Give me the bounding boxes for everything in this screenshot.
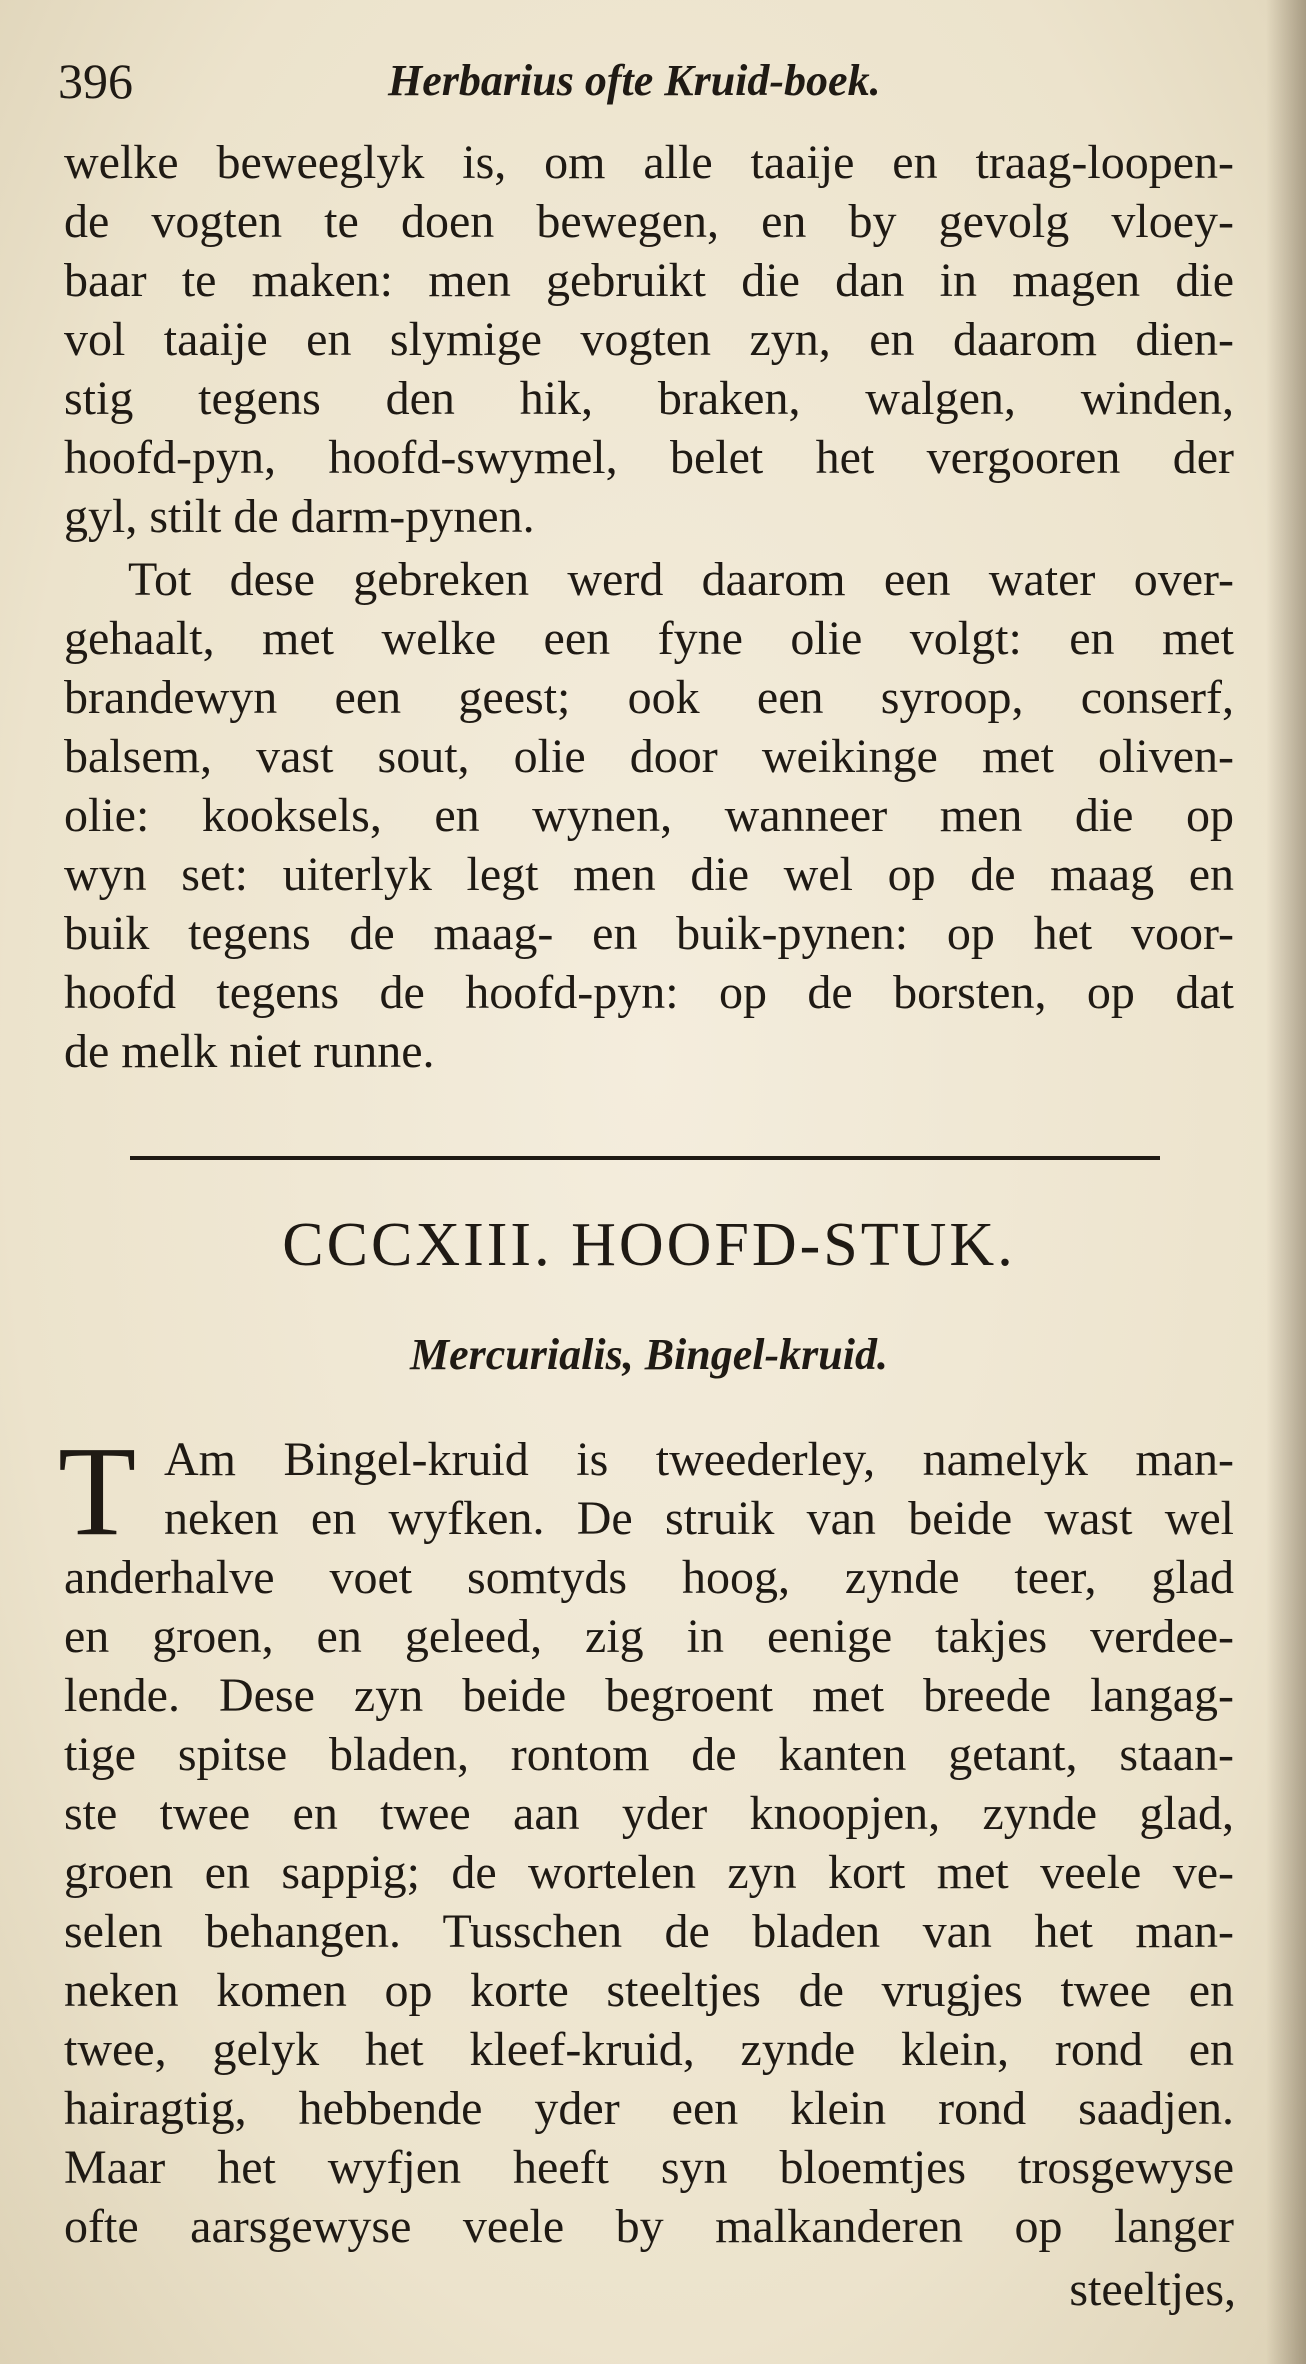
section-divider: [130, 1156, 1160, 1160]
chapter-heading: CCCXIII. HOOFD-STUK.: [282, 1211, 1016, 1279]
text-line: vol taaije en slymige vogten zyn, en daarom dien-: [64, 313, 1234, 366]
running-title: Herbarius ofte Kruid-boek.: [388, 56, 881, 105]
text-line: groen en sappig; de wortelen zyn kort met veele ve-: [64, 1846, 1234, 1899]
text-line: hoofd tegens de hoofd-pyn: op de borsten, op dat: [64, 966, 1234, 1019]
text-line: twee, gelyk het kleef-kruid, zynde klein, rond en: [64, 2023, 1234, 2076]
text-line: brandewyn een geest; ook een syroop, conserf,: [64, 671, 1234, 724]
text-line: balsem, vast sout, olie door weikinge met oliven-: [64, 730, 1234, 783]
page-header: [58, 46, 1238, 116]
catchword: steeltjes,: [1069, 2263, 1236, 2316]
text-line: tige spitse bladen, rontom de kanten getant, staan-: [64, 1728, 1234, 1781]
paragraph-remedies: [64, 550, 1234, 1081]
text-line: Tot dese gebreken werd daarom een water over-: [128, 553, 1234, 606]
text-line: buik tegens de maag- en buik-pynen: op het voor-: [64, 907, 1234, 960]
paragraph-continued: [64, 133, 1234, 546]
text-line: en groen, en geleed, zig in eenige takjes verdee-: [64, 1610, 1234, 1663]
text-line: welke beweeglyk is, om alle taaije en traag-loopen-: [64, 136, 1234, 189]
text-line: lende. Dese zyn beide begroent met breede langag-: [64, 1669, 1234, 1722]
text-line: hairagtig, hebbende yder een klein rond saadjen.: [64, 2082, 1234, 2135]
drop-cap: T: [58, 1420, 137, 1562]
spine-shadow: [1266, 0, 1306, 2364]
text-line: wyn set: uiterlyk legt men die wel op de maag en: [64, 848, 1234, 901]
text-line: gehaalt, met welke een fyne olie volgt: en met: [64, 612, 1234, 665]
page-number: 396: [58, 53, 133, 109]
text-line: de vogten te doen bewegen, en by gevolg vloey-: [64, 195, 1234, 248]
text-line: selen behangen. Tusschen de bladen van het man-: [64, 1905, 1234, 1958]
text-line: ste twee en twee aan yder knoopjen, zynde glad,: [64, 1787, 1234, 1840]
text-line: hoofd-pyn, hoofd-swymel, belet het vergooren der: [64, 431, 1234, 484]
text-line: ofte aarsgewyse veele by malkanderen op langer: [64, 2200, 1234, 2253]
text-line: neken en wyfken. De struik van beide wast wel: [164, 1492, 1234, 1545]
text-line: de melk niet runne.: [64, 1025, 435, 1078]
text-line: stig tegens den hik, braken, walgen, winden,: [64, 372, 1234, 425]
text-line: gyl, stilt de darm-pynen.: [64, 490, 535, 543]
paragraph-description: [64, 1430, 1234, 2256]
text-line: baar te maken: men gebruikt die dan in magen die: [64, 254, 1234, 307]
plant-title: Mercurialis, Bingel-kruid.: [410, 1330, 888, 1379]
text-line: olie: kooksels, en wynen, wanneer men die op: [64, 789, 1234, 842]
text-line: neken komen op korte steeltjes de vrugjes twee en: [64, 1964, 1234, 2017]
text-line: Am Bingel-kruid is tweederley, namelyk man-: [164, 1433, 1234, 1486]
text-line: Maar het wyfjen heeft syn bloemtjes trosgewyse: [64, 2141, 1234, 2194]
text-line: anderhalve voet somtyds hoog, zynde teer, glad: [64, 1551, 1234, 1604]
